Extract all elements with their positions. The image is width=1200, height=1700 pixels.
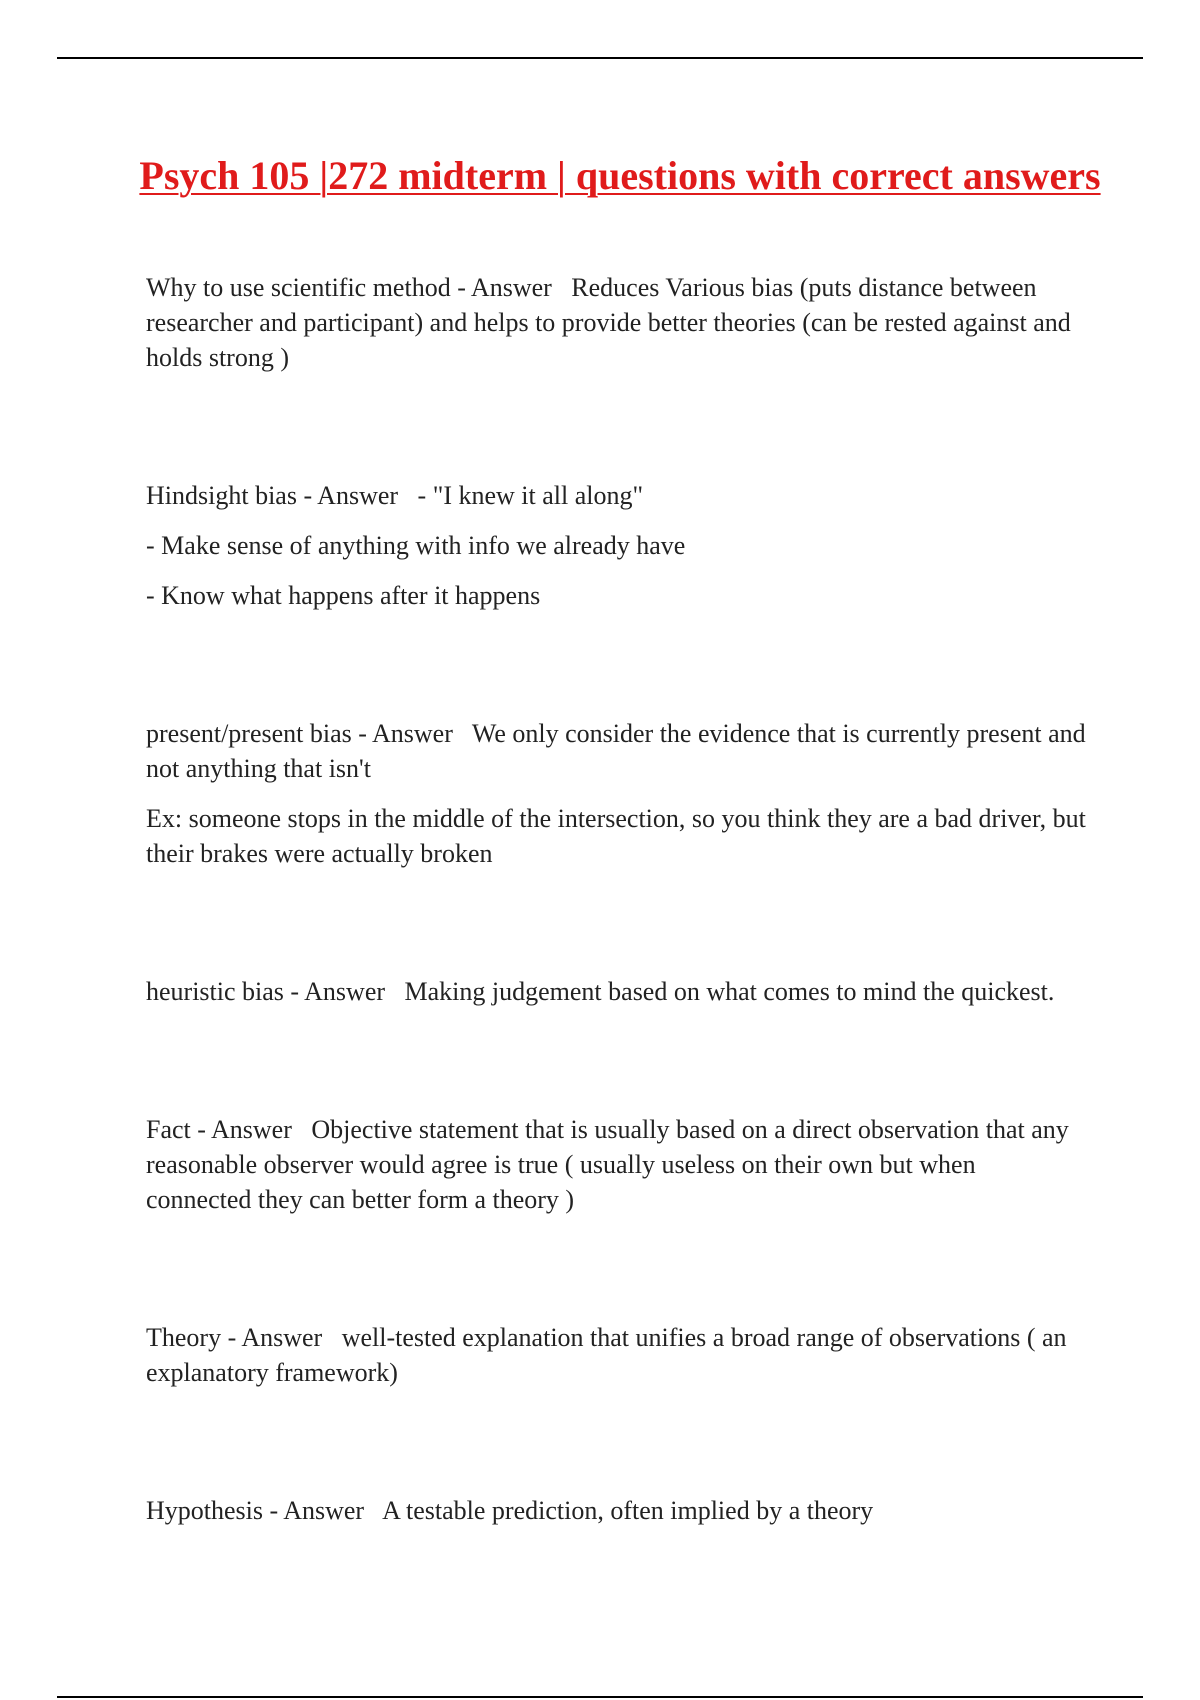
qa-answer: We only consider the evidence that is currently present and not anything that isn't [146,719,1086,783]
document-title: Psych 105 |272 midterm | questions with correct answers [139,153,1101,198]
qa-separator: - Answer [269,1496,365,1525]
qa-separator: - Answer [197,1115,292,1144]
qa-entry [146,716,1086,871]
qa-line [146,270,1086,375]
qa-answer: Making judgement based on what comes to mind the quickest. [404,977,1055,1006]
qa-separator: - Answer [290,977,386,1006]
qa-line [146,1112,1086,1217]
qa-answer: - "I knew it all along" [417,481,644,510]
qa-term: Theory [146,1323,222,1352]
qa-separator: - Answer [227,1323,323,1352]
qa-line [146,974,1086,1009]
qa-entry [146,974,1086,1009]
qa-answer: A testable prediction, often implied by a theory [382,1496,874,1525]
qa-entry [146,1493,1086,1528]
qa-line [146,478,1086,513]
qa-separator: - Answer [303,481,399,510]
qa-extra-line: - Know what happens after it happens [146,581,541,610]
qa-term: Why to use scientific method [146,273,451,302]
qa-line [146,716,1086,786]
qa-separator: - Answer [358,719,453,748]
qa-extra-line: Ex: someone stops in the middle of the intersection, so you think they are a bad driver, but their brakes were actually broken [146,804,1086,868]
qa-list [146,270,1086,1528]
qa-answer: Objective statement that is usually based on a direct observation that any reasonable observer would agree is true ( usually useless on their own but when connected they can better form a theory ) [146,1115,1069,1214]
qa-separator: - Answer [457,273,552,302]
bottom-rule [57,1696,1143,1698]
qa-entry [146,270,1086,375]
qa-term: Fact [146,1115,191,1144]
qa-extra-line: - Make sense of anything with info we already have [146,531,686,560]
qa-answer: Reduces Various bias (puts distance between researcher and participant) and helps to provide better theories (can be rested against and holds strong ) [146,273,1071,372]
qa-entry [146,1320,1086,1390]
qa-line [146,1493,1086,1528]
qa-term: heuristic bias [146,977,284,1006]
qa-entry [146,478,1086,613]
top-rule [57,57,1143,59]
qa-term: Hypothesis [146,1496,263,1525]
qa-entry [146,1112,1086,1217]
qa-term: present/present bias [146,719,352,748]
qa-answer: well-tested explanation that unifies a broad range of observations ( an explanatory framework) [146,1323,1067,1387]
qa-line [146,1320,1086,1390]
qa-term: Hindsight bias [146,481,297,510]
